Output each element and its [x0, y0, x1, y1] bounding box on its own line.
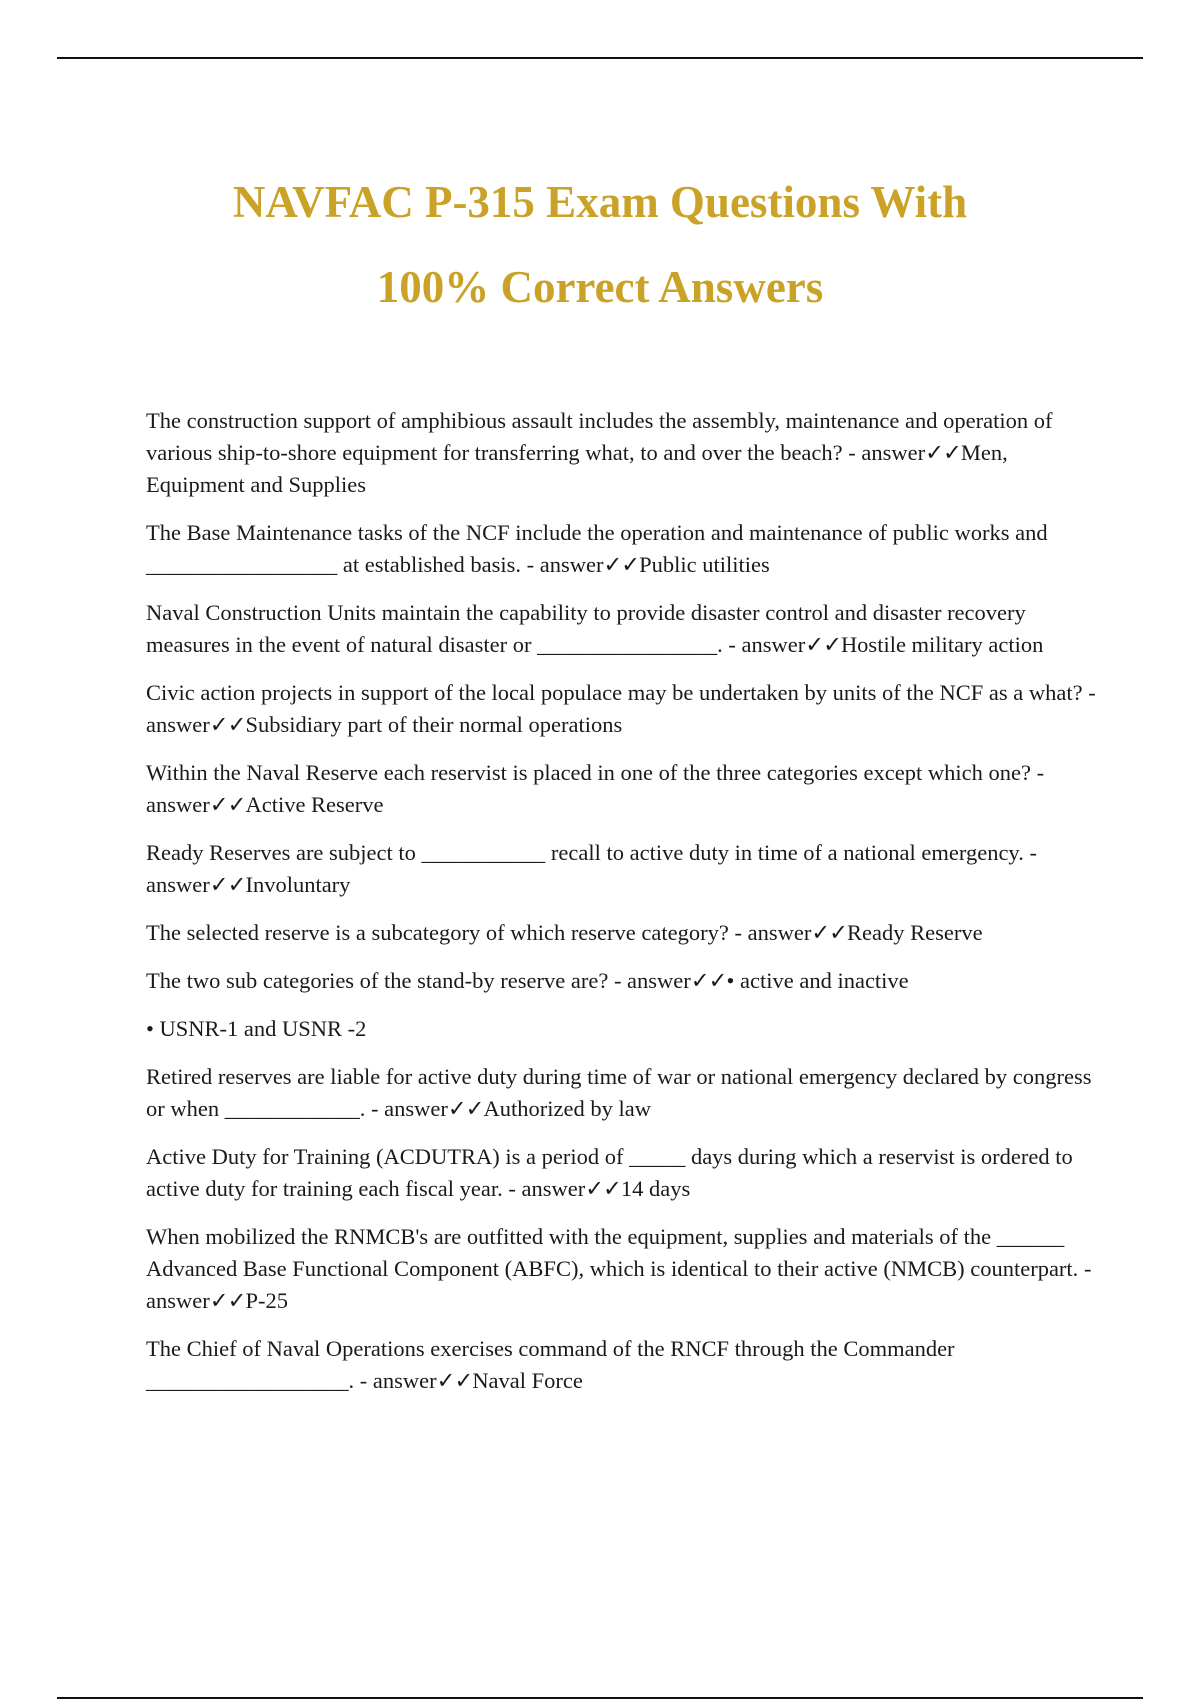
double-check-icon: ✓✓: [603, 552, 640, 577]
answer-marker: - answer: [354, 1368, 437, 1393]
double-check-icon: ✓✓: [690, 968, 727, 993]
answer-marker: - answer: [728, 920, 812, 945]
answer-marker: - answer: [146, 760, 1045, 817]
top-rule: [57, 57, 1143, 59]
qa-item: [146, 1141, 1096, 1205]
answer-text: Hostile military action: [840, 632, 1044, 657]
qa-item: [146, 757, 1096, 821]
answer-marker: - answer: [722, 632, 806, 657]
qa-continuation: • USNR-1 and USNR -2: [146, 1016, 367, 1041]
qa-item: [146, 677, 1096, 741]
question-text: Civic action projects in support of the local populace may be undertaken by units of the NCF as a what?: [146, 680, 1083, 705]
answer-marker: - answer: [146, 1256, 1092, 1313]
qa-item: [146, 405, 1096, 501]
question-text: Naval Construction Units maintain the capability to provide disaster control and disaster recovery measures in the event of natural disaster or ________________.: [146, 600, 1026, 657]
qa-item: [146, 1221, 1096, 1317]
answer-text: Authorized by law: [483, 1096, 652, 1121]
double-check-icon: ✓✓: [585, 1176, 621, 1201]
double-check-icon: ✓✓: [209, 792, 246, 817]
question-text: Active Duty for Training (ACDUTRA) is a period of _____ days during which a reservist is ordered to active duty for training each fiscal year.: [146, 1144, 1073, 1201]
answer-marker: - answer: [365, 1096, 448, 1121]
answer-text: Men, Equipment and Supplies: [146, 440, 1008, 497]
answer-text: Involuntary: [245, 872, 351, 897]
qa-item: [146, 1333, 1096, 1397]
answer-text: Active Reserve: [245, 792, 384, 817]
question-text: When mobilized the RNMCB's are outfitted with the equipment, supplies and materials of the ______ Advanced Base Functional Component (ABFC), which is identical to their active (NMCB) counterpart.: [146, 1224, 1079, 1281]
title-line-1: NAVFAC P-315 Exam Questions With: [232, 177, 968, 227]
answer-text: 14 days: [620, 1176, 691, 1201]
answer-marker: - answer: [146, 840, 1037, 897]
double-check-icon: ✓✓: [805, 632, 841, 657]
qa-item: [146, 517, 1096, 581]
answer-text: Naval Force: [472, 1368, 583, 1393]
qa-item: [146, 597, 1096, 661]
double-check-icon: ✓✓: [811, 920, 848, 945]
qa-item: [146, 1061, 1096, 1125]
qa-list: [146, 405, 1096, 1413]
answer-text: Public utilities: [639, 552, 770, 577]
answer-text: P-25: [245, 1288, 288, 1313]
document-title: [80, 160, 1120, 330]
question-text: The Base Maintenance tasks of the NCF include the operation and maintenance of public works and _________________ at established basis.: [146, 520, 1048, 577]
answer-marker: - answer: [520, 552, 604, 577]
double-check-icon: ✓✓: [925, 440, 961, 465]
answer-marker: - answer: [608, 968, 691, 993]
bottom-rule: [57, 1697, 1143, 1699]
question-text: The construction support of amphibious assault includes the assembly, maintenance and operation of various ship-to-shore equipment for transferring what, to and over the beach?: [146, 408, 1053, 465]
answer-marker: - answer: [842, 440, 926, 465]
qa-item: [146, 837, 1096, 901]
question-text: The two sub categories of the stand-by reserve are?: [146, 968, 609, 993]
double-check-icon: ✓✓: [436, 1368, 473, 1393]
double-check-icon: ✓✓: [209, 1288, 246, 1313]
answer-marker: - answer: [502, 1176, 586, 1201]
question-text: The Chief of Naval Operations exercises command of the RNCF through the Commander __________________.: [146, 1336, 955, 1393]
question-text: Within the Naval Reserve each reservist is placed in one of the three categories except which one?: [146, 760, 1031, 785]
answer-text: Subsidiary part of their normal operations: [245, 712, 623, 737]
answer-marker: - answer: [146, 680, 1096, 737]
question-text: Retired reserves are liable for active duty during time of war or national emergency declared by congress or when ____________.: [146, 1064, 1092, 1121]
double-check-icon: ✓✓: [447, 1096, 484, 1121]
question-text: Ready Reserves are subject to ___________ recall to active duty in time of a national emergency.: [146, 840, 1024, 865]
question-text: The selected reserve is a subcategory of which reserve category?: [146, 920, 729, 945]
answer-text: Ready Reserve: [847, 920, 983, 945]
double-check-icon: ✓✓: [209, 712, 246, 737]
qa-item: [146, 917, 1096, 949]
qa-item: [146, 965, 1096, 997]
title-line-2: 100% Correct Answers: [376, 262, 824, 312]
double-check-icon: ✓✓: [209, 872, 246, 897]
answer-text: • active and inactive: [726, 968, 909, 993]
